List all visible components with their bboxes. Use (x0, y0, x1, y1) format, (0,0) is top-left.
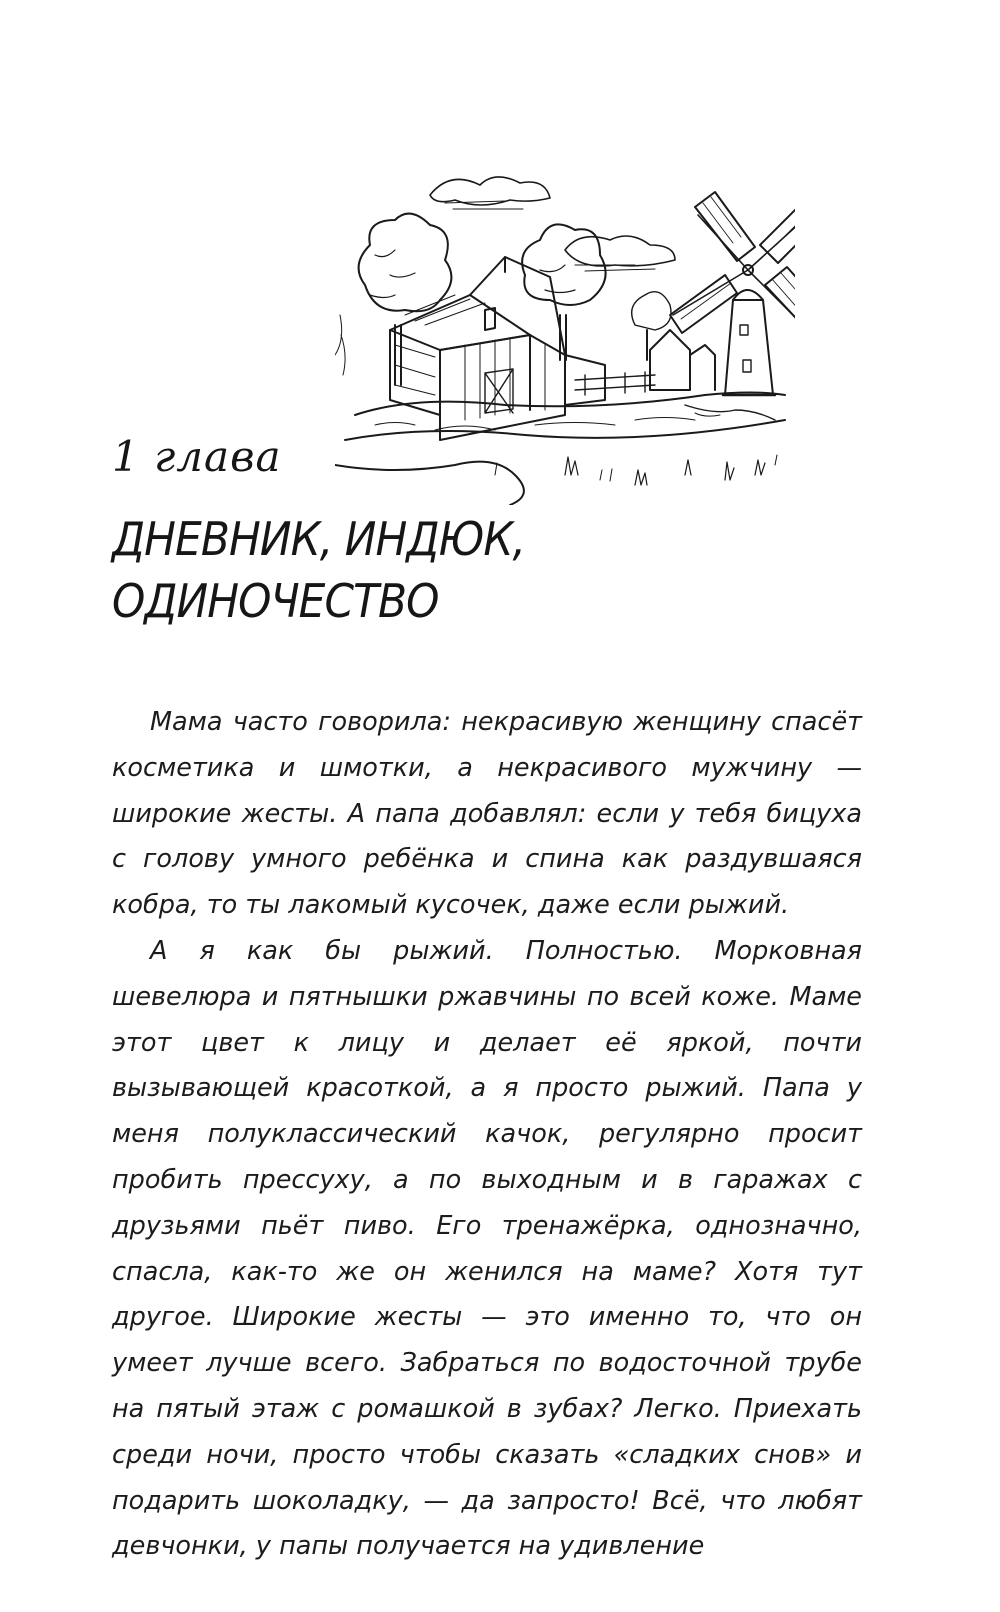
paragraph: Мама часто говорила: некрасивую женщину спасёт косметика и шмотки, а некрасивого мужчину — широкие жесты. А папа добавлял: если у тебя бицуха с голову умного ребёнка и спина как раздувшаяся кобра, то ты лакомый кусочек, даже если рыжий. (112, 707, 862, 921)
chapter-title-line-2: ОДИНОЧЕСТВО (112, 574, 439, 628)
chapter-number-label: 1 глава (112, 432, 282, 481)
paragraph: А я как бы рыжий. Полностью. Морковная шевелюра и пятнышки ржавчины по всей коже. Маме этот цвет к лицу и делает её яркой, почти вызывающей красоткой, а я просто рыжий. Папа у меня полуклассический качок, регулярно просит пробить прессуху, а по выходным и в гаражах с друзьями пьёт пиво. Его тренажёрка, однозначно, спасла, как-то же он женился на маме? Хотя тут другое. Широкие жесты — это именно то, что он умеет лучше всего. Забраться по водосточной трубе на пятый этаж с ромашкой в зубах? Легко. Приехать среди ночи, просто чтобы сказать «сладких снов» и подарить шоколадку, — да запросто! Всё, что любят девчонки, у папы получается на удивление (112, 935, 862, 1562)
chapter-title (112, 508, 590, 632)
farm-windmill-illustration (335, 175, 795, 505)
chapter-body-text (112, 700, 862, 1570)
chapter-title-line-1: ДНЕВНИК, ИНДЮК, (112, 512, 526, 566)
